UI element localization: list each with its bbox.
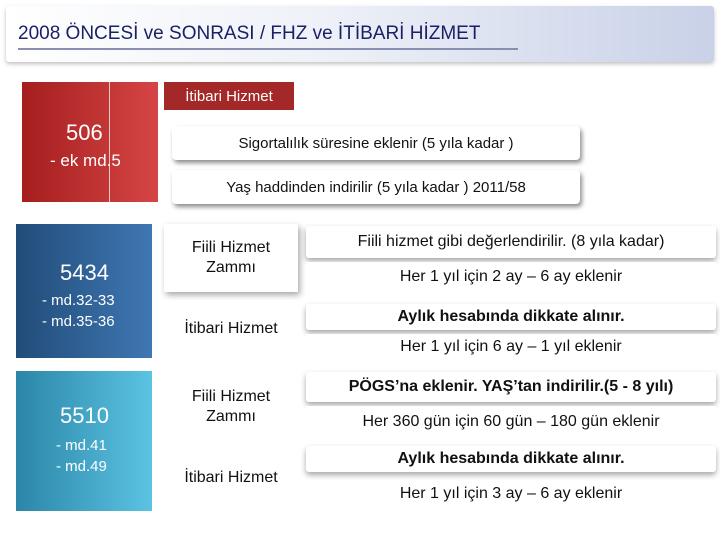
law-506-block [22, 82, 158, 202]
title-underline [18, 48, 518, 50]
law-5434-fiili-line-2: Her 1 yıl için 2 ay – 6 ay eklenir [306, 262, 716, 292]
law-5434-itibari-label: İtibari Hizmet [164, 300, 298, 358]
law-5510-fiili-label: Fiili Hizmet Zammı [164, 372, 298, 442]
itibari-hizmet-tag: İtibari Hizmet [164, 82, 294, 110]
row506-line-1: Sigortalılık süresine eklenir (5 yıla kadar ) [172, 126, 580, 160]
law-5510-itibari-line-2: Her 1 yıl için 3 ay – 6 ay eklenir [306, 480, 716, 508]
title-banner [6, 6, 714, 62]
law-5434-fiili-label: Fiili Hizmet Zammı [164, 224, 298, 292]
law-5510-itibari-label: İtibari Hizmet [164, 446, 298, 510]
law-5434-articles: - md.32-33 - md.35-36 [42, 292, 115, 330]
law-5510-fiili-line-2: Her 360 gün için 60 gün – 180 gün eklenir [306, 406, 716, 438]
law-5434-itibari-line-2: Her 1 yıl için 6 ay – 1 yıl eklenir [306, 334, 716, 360]
law-5510-block [16, 371, 152, 511]
divider-line [109, 82, 110, 202]
law-5434-number: 5434 [60, 260, 109, 285]
law-5434-block [16, 224, 152, 358]
page-title: 2008 ÖNCESİ ve SONRASI / FHZ ve İTİBARİ HİZMET [18, 23, 481, 44]
law-5510-articles: - md.41 - md.49 [56, 437, 107, 475]
law-5510-number: 5510 [60, 403, 109, 428]
law-5434-itibari-line-1: Aylık hesabında dikkate alınır. [306, 304, 716, 330]
law-506-number: 506 [66, 120, 103, 145]
row506-line-2: Yaş haddinden indirilir (5 yıla kadar ) 2011/58 [172, 170, 580, 204]
law-5510-itibari-line-1: Aylık hesabında dikkate alınır. [306, 446, 716, 472]
law-5510-fiili-line-1: PÖGS’na eklenir. YAŞ’tan indirilir.(5 - 8 yılı) [306, 372, 716, 402]
law-506-article: - ek md.5 [50, 151, 121, 170]
law-5434-fiili-line-1: Fiili hizmet gibi değerlendirilir. (8 yıla kadar) [306, 226, 716, 258]
